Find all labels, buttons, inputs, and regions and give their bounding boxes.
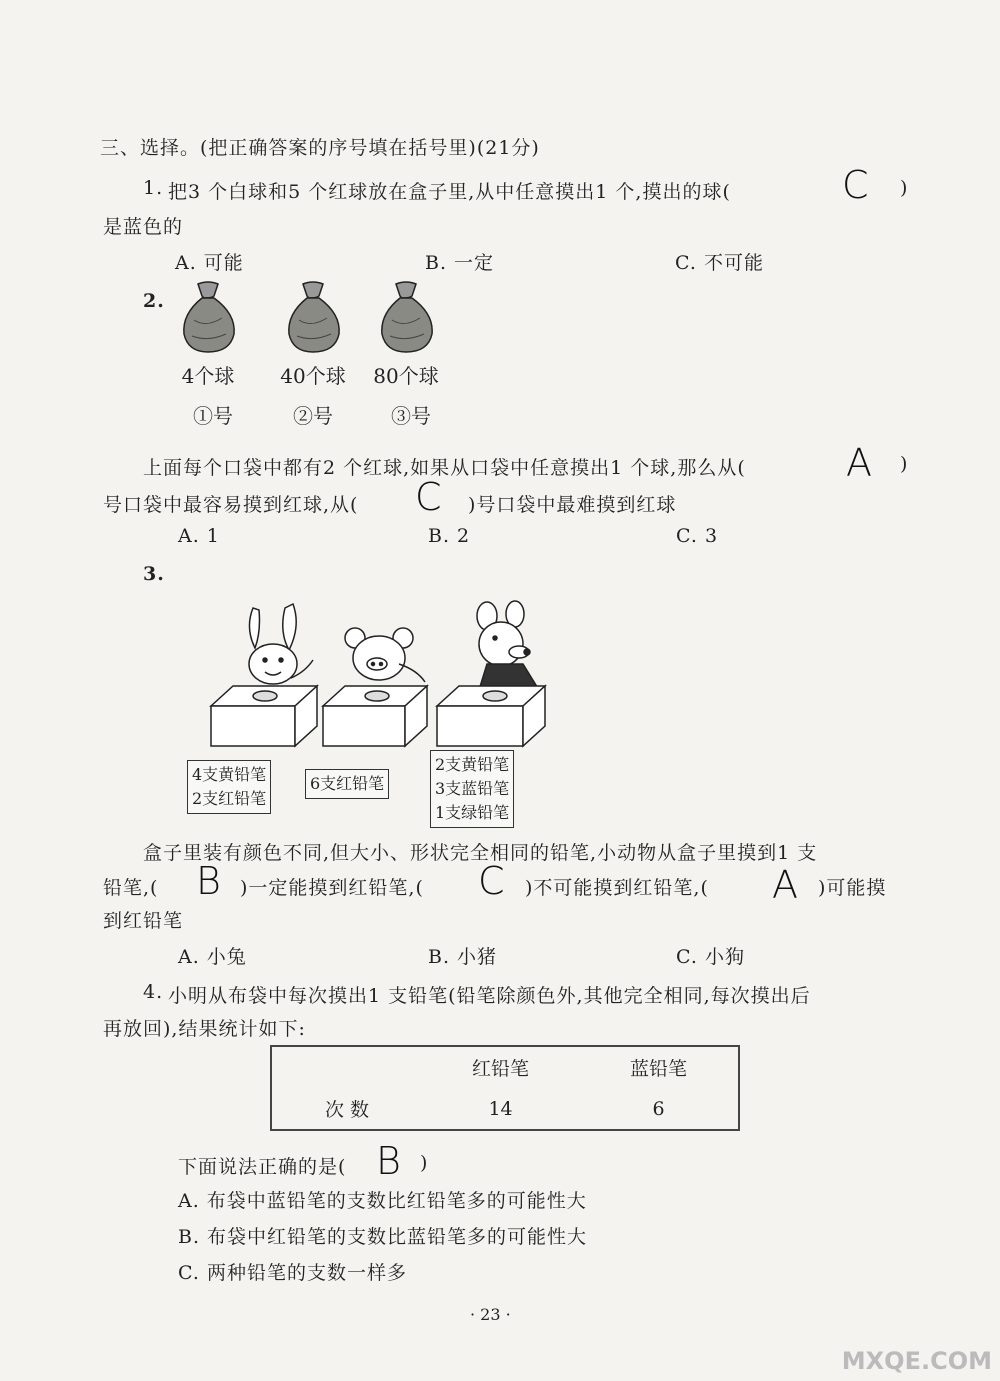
q3-text-line2-d: )可能摸 [818, 877, 887, 899]
q4-answer: B [376, 1139, 401, 1183]
q3-text-line2-b: )一定能摸到红铅笔,( [240, 877, 424, 899]
q2-answer-1: A [846, 441, 872, 485]
q1-option-b: B. 一定 [425, 252, 495, 274]
bag-icon-2 [289, 282, 339, 352]
box-icon-1 [211, 686, 317, 746]
q4-prompt: 下面说法正确的是( [178, 1156, 347, 1178]
box-2-contents [305, 769, 389, 799]
table-row-label: 次 数 [324, 1099, 370, 1121]
table-header-row [271, 1046, 739, 1088]
q2-number: 2. [143, 290, 165, 312]
bag-3-label: ③号 [391, 404, 431, 428]
bag-3-count: 80个球 [373, 364, 439, 388]
q4-paren-close: ) [420, 1152, 429, 1174]
q1-paren-close: ) [900, 177, 909, 199]
q2-option-a: A. 1 [178, 525, 220, 547]
bag-icon-3 [382, 282, 432, 352]
bag-2-count: 40个球 [280, 364, 346, 388]
q3-option-b: B. 小猪 [428, 946, 498, 968]
q1-text-line1: 把3 个白球和5 个红球放在盒子里,从中任意摸出1 个,摸出的球( [168, 181, 731, 203]
q3-text-line2-c: )不可能摸到红铅笔,( [525, 877, 709, 899]
q2-answer-2: C [415, 475, 442, 519]
q2-text-line2-a: 号口袋中最容易摸到红球,从( [103, 494, 359, 516]
table-header-blue: 蓝铅笔 [630, 1058, 688, 1080]
box-3-line-1: 2支黄铅笔 [435, 755, 510, 774]
q4-option-b: B. 布袋中红铅笔的支数比蓝铅笔多的可能性大 [178, 1226, 588, 1248]
q3-answer-2: C [478, 859, 505, 903]
dog-icon [477, 601, 539, 690]
box-3-line-3: 1支绿铅笔 [435, 803, 510, 822]
q3-answer-3: A [772, 863, 798, 907]
q3-option-a: A. 小兔 [178, 946, 247, 968]
q2-text-line2-b: )号口袋中最难摸到红球 [468, 494, 677, 516]
box-1-line-2: 2支红铅笔 [192, 789, 267, 808]
q1-answer: C [842, 163, 869, 207]
q3-text-line3: 到红铅笔 [103, 910, 184, 932]
box-3-line-2: 3支蓝铅笔 [435, 779, 510, 798]
table-row [271, 1088, 739, 1130]
animals-boxes-illustration [205, 598, 555, 748]
q2-option-b: B. 2 [428, 525, 471, 547]
q4-number: 4. [143, 981, 164, 1003]
bag-1-label: ①号 [193, 404, 233, 428]
bags-illustration [178, 280, 468, 360]
table-header-red: 红铅笔 [472, 1058, 530, 1080]
bag-2-label: ②号 [293, 404, 333, 428]
q3-option-c: C. 小狗 [676, 946, 745, 968]
q4-text-line1: 小明从布袋中每次摸出1 支铅笔(铅笔除颜色外,其他完全相同,每次摸出后 [168, 985, 811, 1007]
q3-number: 3. [143, 563, 165, 585]
q4-text-line2: 再放回),结果统计如下: [103, 1018, 306, 1040]
q4-option-c: C. 两种铅笔的支数一样多 [178, 1262, 407, 1284]
q1-option-c: C. 不可能 [675, 252, 764, 274]
q1-option-a: A. 可能 [175, 252, 244, 274]
result-table [270, 1045, 740, 1131]
box-icon-3 [437, 686, 545, 746]
pig-icon [345, 628, 425, 682]
watermark-text: MXQE.COM [841, 1347, 992, 1375]
bag-1-count: 4个球 [181, 364, 235, 388]
box-2-line-1: 6支红铅笔 [310, 774, 385, 793]
bag-icon-1 [184, 282, 234, 352]
q3-text-line2-a: 铅笔,( [103, 877, 159, 899]
q1-number: 1. [143, 177, 164, 199]
q4-option-a: A. 布袋中蓝铅笔的支数比红铅笔多的可能性大 [178, 1190, 587, 1212]
table-cell-blue-count: 6 [652, 1097, 665, 1120]
q2-option-c: C. 3 [676, 525, 719, 547]
box-1-contents [187, 760, 271, 814]
box-1-line-1: 4支黄铅笔 [192, 765, 267, 784]
box-3-contents [430, 750, 514, 828]
box-icon-2 [323, 686, 427, 746]
section-title: 三、选择。(把正确答案的序号填在括号里)(21分) [100, 137, 540, 159]
q2-paren-close: ) [900, 453, 909, 475]
q2-text-line1: 上面每个口袋中都有2 个红球,如果从口袋中任意摸出1 个球,那么从( [143, 457, 746, 479]
rabbit-icon [249, 604, 313, 684]
table-header-empty [271, 1046, 422, 1088]
q1-text-line2: 是蓝色的 [103, 216, 184, 238]
q3-text-line1: 盒子里装有颜色不同,但大小、形状完全相同的铅笔,小动物从盒子里摸到1 支 [143, 842, 818, 864]
q3-answer-1: B [196, 859, 221, 903]
table-cell-red-count: 14 [488, 1097, 513, 1120]
page-number: · 23 · [470, 1305, 511, 1324]
